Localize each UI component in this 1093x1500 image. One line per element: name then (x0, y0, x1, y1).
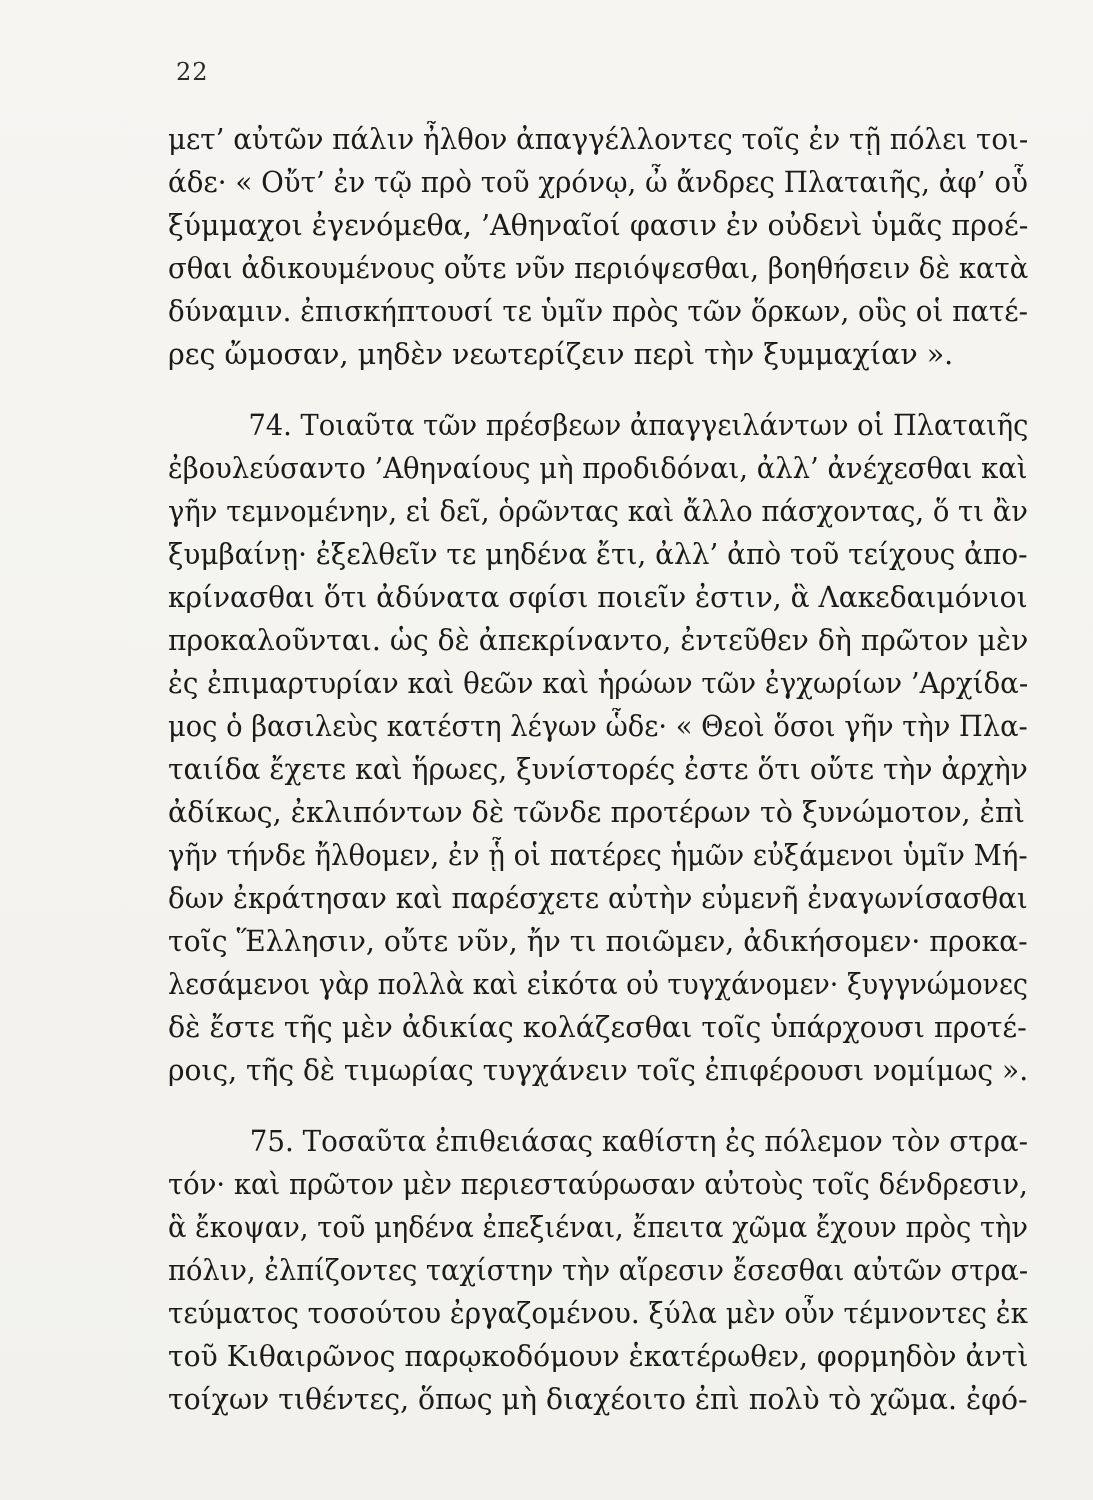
text-line: τοῦ Κιθαιρῶνος παρῳκοδόμουν ἑκατέρωθεν, φορμηδὸν ἀντὶ (168, 1340, 1029, 1373)
text-line: σθαι ἀδικουμένους οὔτε νῦν περιόψεσθαι, βοηθήσειν δὲ κατὰ (168, 252, 1029, 285)
text-line: κρίνασθαι ὅτι ἀδύνατα σφίσι ποιεῖν ἐστιν, ἃ Λακεδαιμόνιοι (168, 581, 1028, 614)
paragraph-gap (168, 376, 1028, 404)
paragraph-1 (168, 118, 1028, 376)
text-line: δων ἐκράτησαν καὶ παρέσχετε αὐτὴν εὐμενῆ ἐναγωνίσασθαι (168, 882, 1028, 915)
text-line: ἀδίκως, ἐκλιπόντων δὲ τῶνδε προτέρων τὸ ξυνώμοτον, ἐπὶ (168, 796, 1025, 829)
text-line: γῆν τήνδε ἤλθομεν, ἐν ᾗ οἱ πατέρες ἡμῶν εὐξάμενοι ὑμῖν Μή- (168, 839, 1028, 872)
text-line: ἐβουλεύσαντο ’Αθηναίους μὴ προδιδόναι, ἀλλ’ ἀνέχεσθαι καὶ (168, 452, 1028, 485)
text-line: ἃ ἔκοψαν, τοῦ μηδένα ἐπεξιέναι, ἔπειτα χῶμα ἔχουν πρὸς τὴν (168, 1211, 1029, 1244)
text-line: λεσάμενοι γὰρ πολλὰ καὶ εἰκότα οὐ τυγχάνομεν· ξυγγνώμονες (168, 968, 1029, 1001)
text-line: μος ὁ βασιλεὺς κατέστη λέγων ὧδε· « Θεοὶ ὅσοι γῆν τὴν Πλα- (168, 710, 1028, 743)
text-line: ρες ὤμοσαν, μηδὲν νεωτερίζειν περὶ τὴν ξυμμαχίαν ». (168, 338, 954, 371)
text-line: δύναμιν. ἐπισκήπτουσί τε ὑμῖν πρὸς τῶν ὅρκων, οὓς οἱ πατέ- (168, 295, 1028, 328)
paragraph-75 (168, 1120, 1028, 1421)
text-line: άδε· « Οὔτ’ ἐν τῷ πρὸ τοῦ χρόνῳ, ὦ ἄνδρες Πλαταιῆς, ἀφ’ οὗ (168, 166, 1028, 199)
page-number: 22 (176, 58, 209, 86)
text-line: πόλιν, ἐλπίζοντες ταχίστην τὴν αἵρεσιν ἔσεσθαι αὐτῶν στρα- (168, 1254, 1029, 1287)
body-text (168, 118, 1028, 1421)
text-line-section-start: 74. Τοιαῦτα τῶν πρέσβεων ἀπαγγειλάντων οἱ Πλαταιῆς (248, 409, 1029, 442)
text-line: τοίχων τιθέντες, ὅπως μὴ διαχέοιτο ἐπὶ πολὺ τὸ χῶμα. ἐφό- (168, 1383, 1028, 1416)
text-line: ροις, τῆς δὲ τιμωρίας τυγχάνειν τοῖς ἐπιφέρουσι νομίμως ». (168, 1054, 1029, 1087)
paragraph-gap (168, 1092, 1028, 1120)
text-line-section-start: 75. Τοσαῦτα ἐπιθειάσας καθίστη ἐς πόλεμον τὸν στρα- (249, 1125, 1028, 1158)
text-line: ταιίδα ἔχετε καὶ ἥρωες, ξυνίστορές ἐστε ὅτι οὔτε τὴν ἀρχὴν (168, 753, 1028, 786)
text-line: τοῖς Ἕλλησιν, οὔτε νῦν, ἤν τι ποιῶμεν, ἀδικήσομεν· προκα- (168, 925, 1028, 958)
text-line: ἐς ἐπιμαρτυρίαν καὶ θεῶν καὶ ἡρώων τῶν ἐγχωρίων ’Αρχίδα- (168, 667, 1029, 700)
text-line: γῆν τεμνομένην, εἰ δεῖ, ὁρῶντας καὶ ἄλλο πάσχοντας, ὅ τι ἂν (168, 495, 1028, 528)
text-line: προκαλοῦνται. ὡς δὲ ἀπεκρίναντο, ἐντεῦθεν δὴ πρῶτον μὲν (168, 624, 1029, 657)
text-line: τεύματος τοσούτου ἐργαζομένου. ξύλα μὲν οὖν τέμνοντες ἐκ (168, 1297, 1028, 1330)
text-line: μετ’ αὐτῶν πάλιν ἦλθον ἀπαγγέλλοντες τοῖς ἐν τῇ πόλει τοι- (168, 123, 1029, 156)
text-line: τόν· καὶ πρῶτον μὲν περιεσταύρωσαν αὐτοὺς τοῖς δένδρεσιν, (168, 1168, 1028, 1201)
text-line: ξυμβαίνῃ· ἐξελθεῖν τε μηδένα ἔτι, ἀλλ’ ἀπὸ τοῦ τείχους ἀπο- (168, 538, 1028, 571)
paragraph-74 (168, 404, 1028, 1092)
text-line: δὲ ἔστε τῆς μὲν ἀδικίας κολάζεσθαι τοῖς ὑπάρχουσι προτέ- (168, 1011, 1027, 1044)
text-line: ξύμμαχοι ἐγενόμεθα, ’Αθηναῖοί φασιν ἐν οὐδενὶ ὑμᾶς προέ- (168, 209, 1029, 242)
